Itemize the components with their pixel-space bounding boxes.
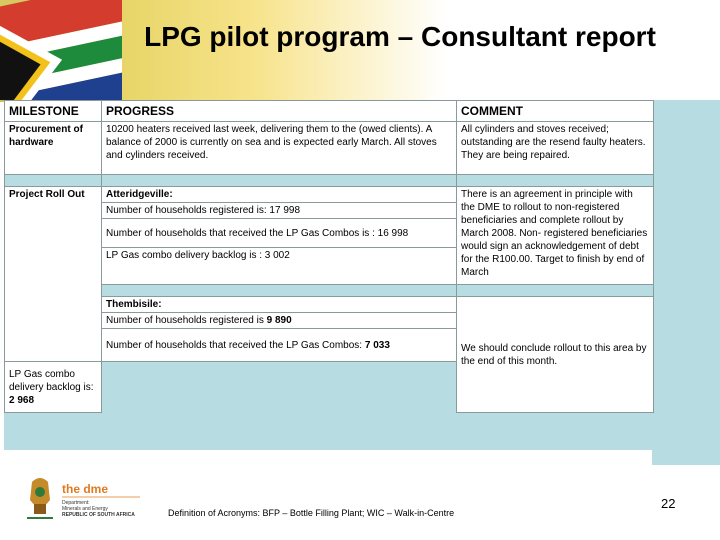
- dme-logo: [22, 474, 147, 526]
- side-panel: [652, 100, 720, 465]
- thembisile-registered: Number of households registered is 9 890: [102, 313, 457, 329]
- atteridgeville-backlog: LP Gas combo delivery backlog is : 3 002: [102, 248, 457, 285]
- table-spacer-row: [5, 285, 654, 297]
- table-header-row: [5, 101, 654, 122]
- thembisile-heading: Thembisile:: [102, 297, 457, 313]
- south-africa-flag-icon: [0, 0, 122, 100]
- svg-text:the dme: the dme: [62, 482, 109, 496]
- atteridgeville-received: Number of households that received the LP Gas Combos is : 16 998: [102, 219, 457, 248]
- header-progress: PROGRESS: [102, 101, 457, 122]
- page-number: 22: [661, 496, 676, 511]
- milestone-rollout: Project Roll Out: [5, 187, 102, 362]
- table-row: [5, 122, 654, 175]
- coat-of-arms-icon: [27, 478, 53, 518]
- comment-thembisile: We should conclude rollout to this area by the end of this month.: [457, 297, 654, 413]
- svg-text:Department:: Department:: [62, 500, 90, 506]
- milestone-procurement: Procurement of hardware: [5, 122, 102, 175]
- table-row: [5, 187, 654, 203]
- comment-procurement: All cylinders and stoves received; outstanding are the resend faulty heaters. They are being repaired.: [457, 122, 654, 175]
- comment-atteridgeville: There is an agreement in principle with the DME to rollout to non-registered beneficiaries and complete rollout by March 2008. Non- registered beneficiaries would sign an acknowledgement of debt for the R100.00. Target to finish by end of March: [457, 187, 654, 285]
- report-table-container: [4, 100, 653, 450]
- header-milestone: MILESTONE: [5, 101, 102, 122]
- svg-text:Minerals and Energy: Minerals and Energy: [62, 506, 108, 512]
- atteridgeville-heading: Atteridgeville:: [102, 187, 457, 203]
- report-table: [4, 100, 654, 413]
- thembisile-received: Number of households that received the LP Gas Combos: 7 033: [102, 329, 457, 362]
- slide-title: LPG pilot program – Consultant report: [144, 21, 656, 52]
- acronym-definitions: Definition of Acronyms: BFP – Bottle Filling Plant; WIC – Walk-in-Centre: [168, 508, 455, 518]
- header-comment: COMMENT: [457, 101, 654, 122]
- svg-text:REPUBLIC OF SOUTH AFRICA: REPUBLIC OF SOUTH AFRICA: [62, 512, 135, 518]
- thembisile-backlog: LP Gas combo delivery backlog is: 2 968: [5, 362, 102, 413]
- table-spacer-row: [5, 175, 654, 187]
- table-row: [5, 297, 654, 313]
- progress-procurement: 10200 heaters received last week, delivering them to the (owed clients). A balance of 2000 is currently on sea and is expected early March. All stoves and cylinders received.: [102, 122, 457, 175]
- atteridgeville-registered: Number of households registered is: 17 998: [102, 203, 457, 219]
